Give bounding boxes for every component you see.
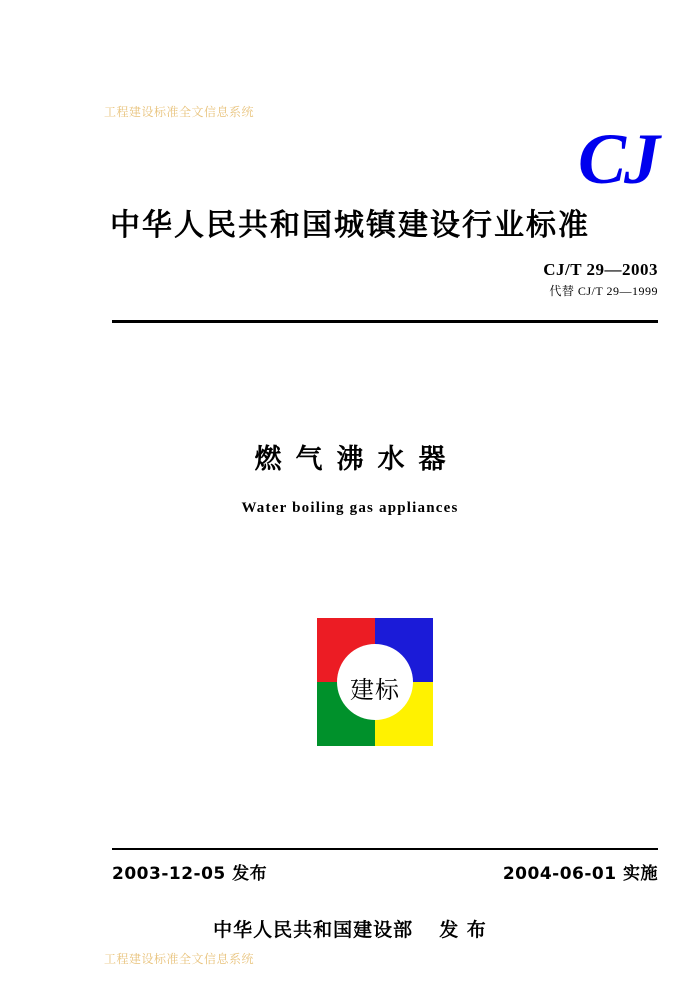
issue-date: 2003-12-05 发布 [112,864,268,884]
watermark-bottom-text: 工程建设标准全文信息系统 [104,952,255,966]
standard-code: CJ/T 29—2003 [543,260,658,279]
divider-bottom [112,848,658,850]
watermark-top-text: 工程建设标准全文信息系统 [104,105,255,119]
issuing-authority-name: 中华人民共和国建设部 [213,919,414,941]
emblem-label: 建标 [350,676,400,704]
cj-logo: CJ [577,119,658,199]
document-title-english: Water boiling gas appliances [241,500,459,516]
divider-top [112,320,658,323]
issuing-authority-action: 发 布 [439,919,487,941]
jianbiao-emblem-icon [317,618,433,746]
standard-replaces: 代替 CJ/T 29—1999 [549,284,658,298]
effective-date: 2004-06-01 实施 [502,864,658,884]
issuing-authority [0,915,700,942]
page-title: 中华人民共和国城镇建设行业标准 [110,208,590,243]
document-title-chinese: 燃气沸水器 [254,444,460,475]
